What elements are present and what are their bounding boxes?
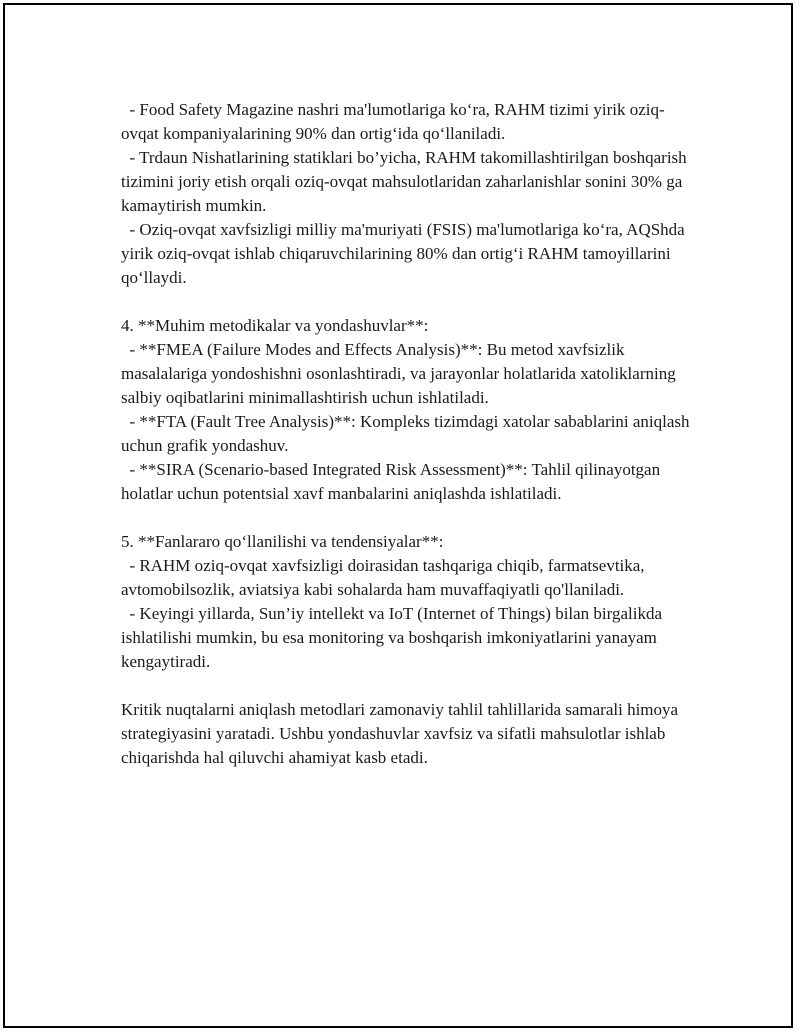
list-item: - **FTA (Fault Tree Analysis)**: Kompleks tizimdagi xatolar sabablarini aniqlash uchun grafik yondashuv. [121,412,690,455]
list-item: - **FMEA (Failure Modes and Effects Analysis)**: Bu metod xavfsizlik masalalariga yondoshishni osonlashtiradi, va jarayonlar holatlarida xatoliklarning salbiy oqibatlarini minimallashtirish uchun ishlatiladi. [121,340,676,407]
list-item: - Keyingi yillarda, Sun’iy intellekt va IoT (Internet of Things) bilan birgalikda ishlatilishi mumkin, bu esa monitoring va boshqarish imkoniyatlarini yanayam kengaytiradi. [121,604,663,671]
paragraph-gap [121,290,701,314]
list-item: - Oziq-ovqat xavfsizligi milliy ma'muriyati (FSIS) ma'lumotlariga ko‘ra, AQShda yirik oziq-ovqat ishlab chiqaruvchilarining 80% dan ortig‘i RAHM tamoyillarini qo‘llaydi. [121,220,685,287]
section-heading-methods: 4. **Muhim metodikalar va yondashuvlar**: [121,316,429,335]
section-heading-applications: 5. **Fanlararo qo‘llanilishi va tendensiyalar**: [121,532,444,551]
conclusion-paragraph: Kritik nuqtalarni aniqlash metodlari zamonaviy tahlil tahlillarida samarali himoya strategiyasini yaratadi. Ushbu yondashuvlar xavfsiz va sifatli mahsulotlar ishlab chiqarishda hal qiluvchi ahamiyat kasb etadi. [121,700,679,767]
paragraph-gap [121,674,701,698]
list-item: - RAHM oziq-ovqat xavfsizligi doirasidan tashqariga chiqib, farmatsevtika, avtomobilsozlik, aviatsiya kabi sohalarda ham muvaffaqiyatli qo'llaniladi. [121,556,645,599]
list-item: - Food Safety Magazine nashri ma'lumotlariga ko‘ra, RAHM tizimi yirik oziq-ovqat kompaniyalarining 90% dan ortig‘ida qo‘llaniladi. [121,100,665,143]
list-item: - Trdaun Nishatlarining statiklari bo’yicha, RAHM takomillashtirilgan boshqarish tizimini joriy etish orqali oziq-ovqat mahsulotlaridan zaharlanishlar sonini 30% ga kamaytirish mumkin. [121,148,687,215]
document-page [3,3,793,1028]
document-body [121,98,701,770]
paragraph-gap [121,506,701,530]
list-item: - **SIRA (Scenario-based Integrated Risk Assessment)**: Tahlil qilinayotgan holatlar uchun potentsial xavf manbalarini aniqlashda ishlatiladi. [121,460,661,503]
